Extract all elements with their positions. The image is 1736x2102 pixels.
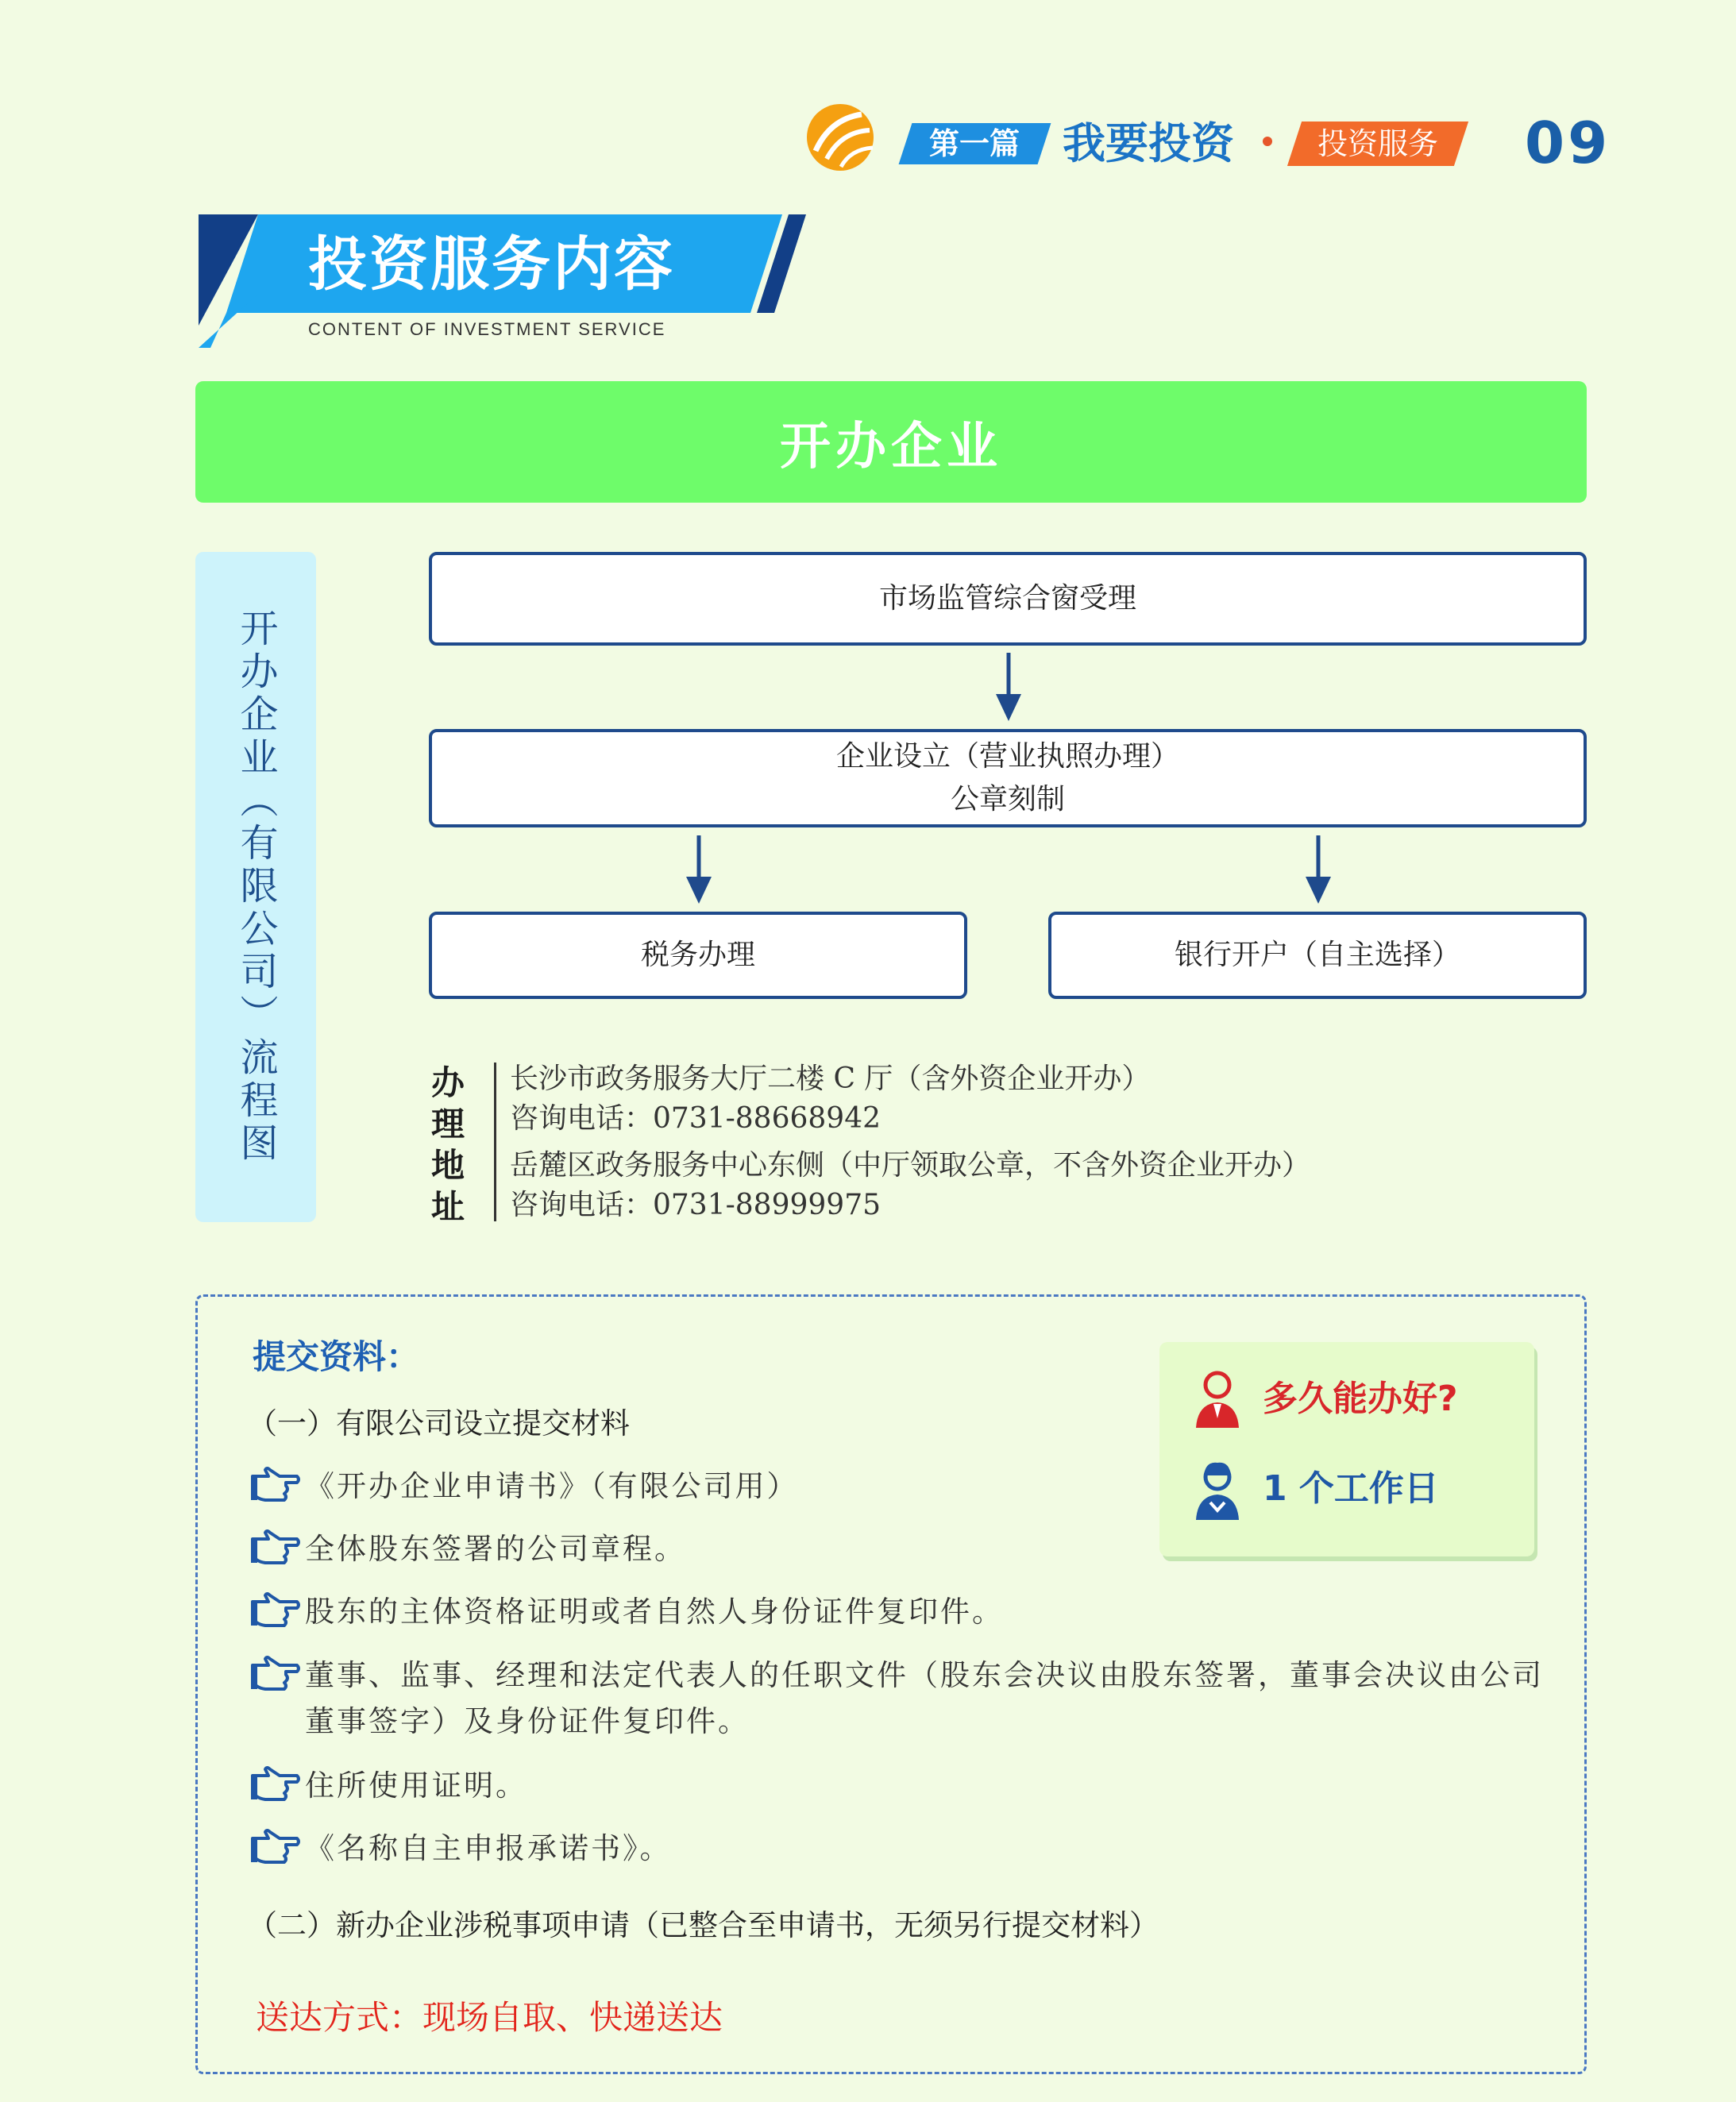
address-divider	[494, 1063, 496, 1221]
service-agent-icon	[1190, 1458, 1245, 1522]
pointing-hand-icon	[248, 1464, 305, 1503]
banner-subtitle: CONTENT OF INVESTMENT SERVICE	[308, 319, 666, 339]
pointing-hand-icon	[248, 1526, 305, 1566]
flow-step-intake-label: 市场监管综合窗受理	[878, 582, 1136, 615]
arrow-down-icon	[1302, 835, 1334, 907]
timing-question: 多久能办好?	[1263, 1379, 1458, 1419]
flow-step-registration	[429, 729, 1587, 827]
flow-step-tax	[429, 912, 967, 999]
material-item-text: 《开办企业申请书》（有限公司用）	[305, 1469, 799, 1503]
header-separator-dot	[1263, 137, 1272, 146]
page-number: 09	[1525, 110, 1611, 176]
pointing-hand-icon	[248, 1763, 305, 1803]
material-item-text: 全体股东签署的公司章程。	[305, 1532, 686, 1566]
material-item-text: 股东的主体资格证明或者自然人身份证件复印件。	[305, 1595, 1004, 1629]
topic-title-bar	[195, 381, 1587, 503]
flow-step-bank-label: 银行开户（自主选择）	[1174, 939, 1460, 971]
material-item-text: 《名称自主申报承诺书》。	[305, 1831, 672, 1865]
material-item	[248, 1589, 1550, 1635]
side-label-text: 开办企业（有限公司）流程图	[233, 608, 278, 1166]
person-icon	[1190, 1367, 1245, 1431]
flow-step-bank	[1048, 912, 1587, 999]
pointing-hand-icon	[248, 1589, 305, 1629]
material-item	[248, 1763, 1550, 1809]
flow-step-tax-label: 税务办理	[640, 939, 755, 971]
material-item	[248, 1653, 1550, 1745]
phone-line-2: 咨询电话：0731-88999975	[510, 1189, 882, 1221]
phone-line-1: 咨询电话：0731-88668942	[510, 1102, 882, 1135]
header-section-title: 我要投资	[1063, 118, 1234, 168]
flow-step-intake	[429, 552, 1587, 646]
material-item-text: 住所使用证明。	[305, 1768, 527, 1803]
arrow-down-icon	[683, 835, 715, 907]
materials-title: 提交资料：	[253, 1337, 420, 1376]
header-section-tag: 投资服务	[1287, 121, 1468, 166]
materials-section-2: （二）新办企业涉税事项申请（已整合至申请书，无须另行提交材料）	[248, 1908, 1159, 1942]
topic-title: 开办企业	[780, 417, 1002, 476]
pointing-hand-icon	[248, 1826, 305, 1865]
address-label: 办理地址	[430, 1063, 465, 1226]
pointing-hand-icon	[248, 1653, 305, 1692]
banner-title: 投资服务内容	[308, 230, 675, 299]
address-line-2: 岳麓区政务服务中心东侧（中厅领取公章，不含外资企业开办）	[510, 1149, 1311, 1182]
flow-step-registration-line1: 企业设立（营业执照办理）	[835, 740, 1179, 773]
header-part-label: 第一篇	[899, 123, 1051, 164]
timing-answer: 1 个工作日	[1263, 1468, 1439, 1509]
flow-step-registration-line2: 公章刻制	[950, 783, 1065, 816]
delivery-method: 送达方式：现场自取、快递送达	[256, 1998, 723, 2037]
address-line-1: 长沙市政务服务大厅二楼 C 厅（含外资企业开办）	[510, 1063, 1151, 1095]
material-item-text: 董事、监事、经理和法定代表人的任职文件（股东会决议由股东签署，董事会决议由公司董事签字）及身份证件复印件。	[305, 1658, 1544, 1738]
materials-section-1: （一）有限公司设立提交材料	[248, 1406, 630, 1441]
arrow-down-icon	[993, 653, 1024, 724]
material-item	[248, 1826, 1550, 1872]
flowchart-side-label	[195, 552, 316, 1222]
brand-logo	[806, 103, 874, 172]
